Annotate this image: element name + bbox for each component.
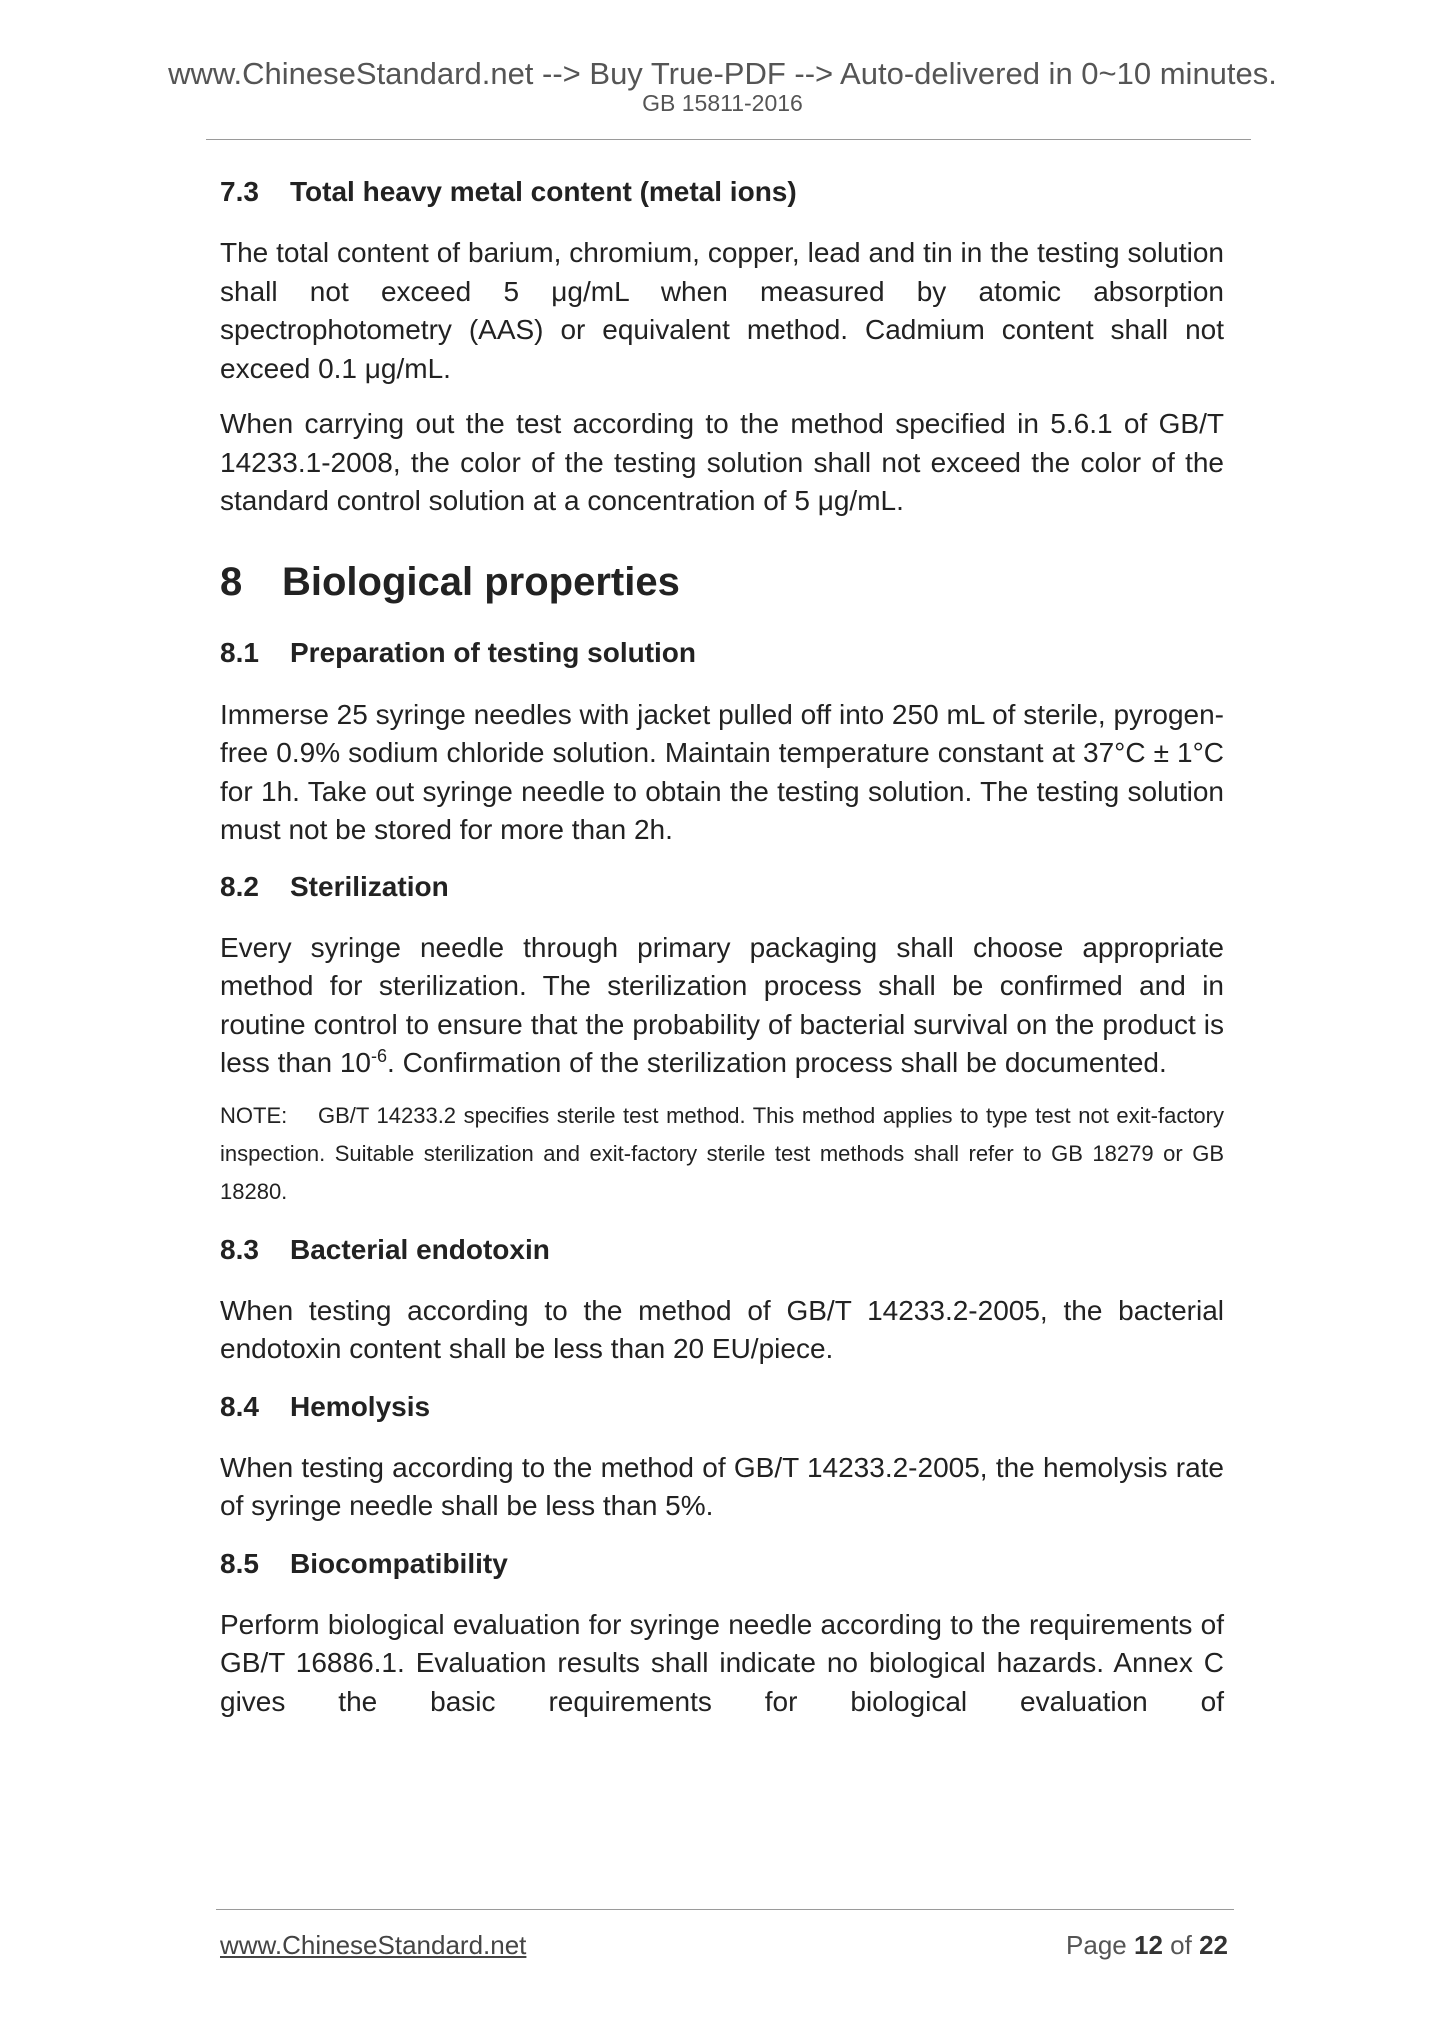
header-divider xyxy=(206,139,1251,140)
paragraph-8-3-1: When testing according to the method of GB/T 14233.2-2005, the bacterial endotoxin content shall be less than 20 EU/piece. xyxy=(220,1294,1224,1364)
heading-title: Total heavy metal content (metal ions) xyxy=(290,176,797,207)
heading-8-2 xyxy=(220,867,1224,907)
heading-7-3 xyxy=(220,172,1224,212)
heading-title: Sterilization xyxy=(290,870,449,902)
paragraph-8-1-1: Immerse 25 syringe needles with jacket pulled off into 250 mL of sterile, pyrogen-free 0.9% sodium chloride solution. Maintain temperature constant at 37°C ± 1°C for 1h. Take out syringe needle to obtain the testing solution. The testing solution must not be stored for more than 2h. xyxy=(220,698,1224,845)
exponent: -6 xyxy=(371,1046,388,1066)
paragraph-7-3-2: When carrying out the test according to the method specified in 5.6.1 of GB/T 14233.1-2008, the color of the testing solution shall not exceed the color of the standard control solution at a concentration of 5 μg/mL. xyxy=(220,408,1224,516)
heading-title: Biocompatibility xyxy=(290,1547,508,1579)
page-current: 12 xyxy=(1134,1930,1163,1960)
site-banner: www.ChineseStandard.net --> Buy True-PDF --> Auto-delivered in 0~10 minutes. xyxy=(168,56,1277,91)
heading-number: 8 xyxy=(220,559,243,604)
heading-title: Preparation of testing solution xyxy=(290,636,697,668)
note-text: GB/T 14233.2 specifies sterile test method. This method applies to type test not exit-factory inspection. Suitable sterilization and exit-factory sterile test methods shall refer to GB 18279 or GB 18280. xyxy=(220,1102,1224,1204)
heading-number: 7.3 xyxy=(220,176,259,207)
heading-title: Hemolysis xyxy=(290,1390,431,1422)
paragraph-8-4-1: When testing according to the method of GB/T 14233.2-2005, the hemolysis rate of syringe needle shall be less than 5%. xyxy=(220,1451,1224,1521)
page-prefix: Page xyxy=(1066,1930,1127,1960)
page-indicator xyxy=(1066,1930,1228,1961)
document-body xyxy=(220,172,1224,1721)
heading-title: Biological properties xyxy=(282,559,680,604)
page-of: of xyxy=(1170,1930,1192,1960)
paragraph-7-3-1: The total content of barium, chromium, copper, lead and tin in the testing solution shall not exceed 5 μg/mL when measured by atomic absorption spectrophotometry (AAS) or equivalent method. Cadmium content shall not exceed 0.1 μg/mL. xyxy=(220,237,1224,384)
heading-number: 8.5 xyxy=(220,1547,259,1579)
paragraph-8-5-1: Perform biological evaluation for syringe needle according to the requirements of GB/T 16886.1. Evaluation results shall indicate no biological hazards. Annex C gives the basic requirements for biological evaluation of xyxy=(220,1608,1224,1717)
heading-8 xyxy=(220,557,1224,607)
note-label: NOTE: xyxy=(220,1102,288,1128)
paragraph-text: . Confirmation of the sterilization process shall be documented. xyxy=(387,1047,1167,1078)
note-8-2 xyxy=(220,1097,1224,1211)
heading-8-1 xyxy=(220,633,1224,673)
paragraph-8-2-1 xyxy=(220,929,1224,1083)
paragraph-text: Every syringe needle through primary packaging shall choose appropriate method for sterilization. The sterilization process shall be confirmed and in routine control to ensure that the probability of bacterial survival on the product is less than 10 xyxy=(220,931,1224,1078)
footer-site-link[interactable]: www.ChineseStandard.net xyxy=(220,1930,527,1960)
footer-divider xyxy=(216,1909,1234,1910)
standard-code: GB 15811-2016 xyxy=(642,90,803,116)
heading-number: 8.4 xyxy=(220,1390,259,1422)
heading-8-4 xyxy=(220,1387,1224,1427)
heading-8-3 xyxy=(220,1230,1224,1270)
heading-8-5 xyxy=(220,1544,1224,1584)
heading-number: 8.2 xyxy=(220,870,259,902)
heading-number: 8.1 xyxy=(220,636,259,668)
heading-title: Bacterial endotoxin xyxy=(290,1233,550,1265)
heading-number: 8.3 xyxy=(220,1233,259,1265)
page-total: 22 xyxy=(1199,1930,1228,1960)
